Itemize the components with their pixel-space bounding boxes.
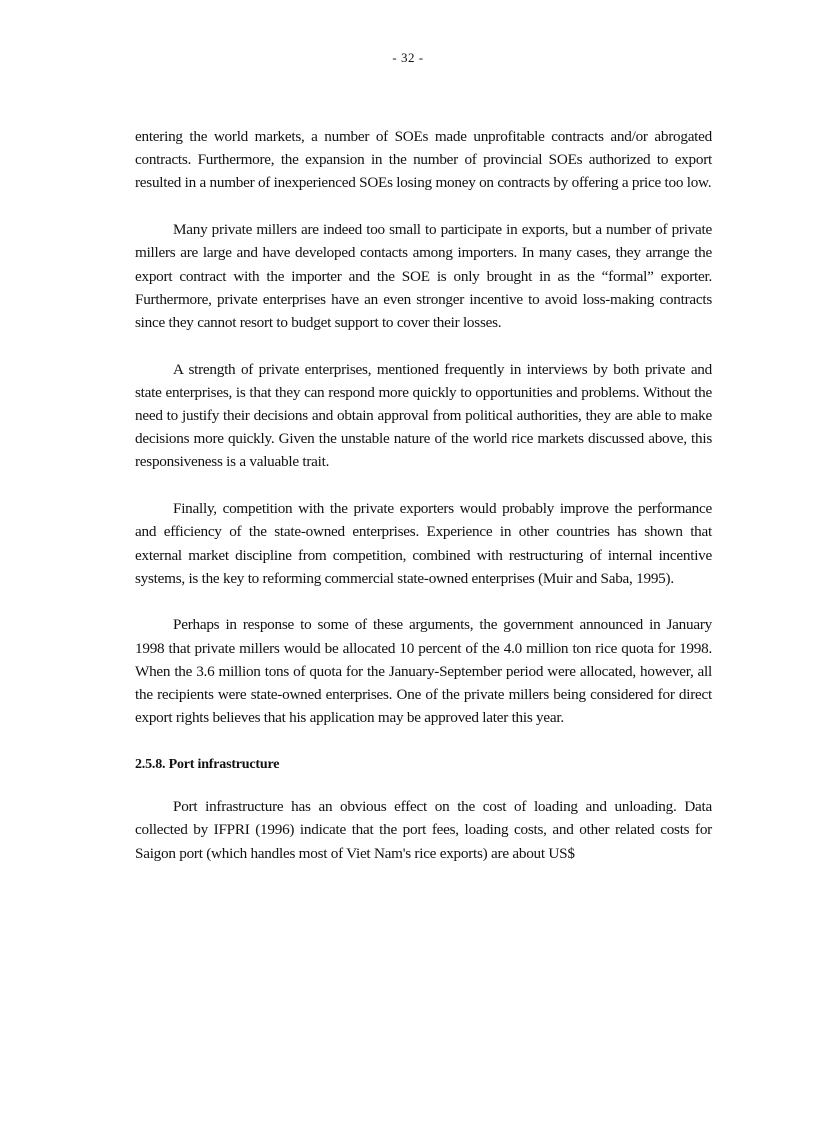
paragraph-port-infrastructure: Port infrastructure has an obvious effect on the cost of loading and unloading. Data collected by IFPRI (1996) indicate that the port fees, loading costs, and other related costs for Saigon port (which handles most of Viet Nam's rice exports) are about US$: [135, 798, 712, 862]
paragraph-competition: Finally, competition with the private exporters would probably improve the performance and efficiency of the state-owned enterprises. Experience in other countries has shown that external market discipline from competition, combined with restructuring of internal incentive systems, is the key to reforming commercial state-owned enterprises (Muir and Saba, 1995).: [135, 500, 712, 587]
paragraph-soe-contracts: entering the world markets, a number of SOEs made unprofitable contracts and/or abrogated contracts. Furthermore, the expansion in the number of provincial SOEs authorized to export resulted in a number of inexperienced SOEs losing money on contracts by offering a price too low.: [135, 128, 712, 192]
paragraph-government-response: Perhaps in response to some of these arguments, the government announced in January 1998 that private millers would be allocated 10 percent of the 4.0 million ton rice quota for 1998. When the 3.6 million tons of quota for the January-September period were allocated, however, all the recipients were state-owned enterprises. One of the private millers being considered for direct export rights believes that his application may be approved later this year.: [135, 616, 712, 727]
body-text: [135, 125, 712, 888]
paragraph-private-millers: Many private millers are indeed too small to participate in exports, but a number of private millers are large and have developed contacts among importers. In many cases, they arrange the export contract with the importer and the SOE is only brought in as the “formal” exporter. Furthermore, private enterprises have an even stronger incentive to avoid loss-making contracts since they cannot resort to budget support to cover their losses.: [135, 221, 712, 331]
section-heading: 2.5.8. Port infrastructure: [135, 756, 280, 772]
page-number: - 32 -: [392, 50, 424, 65]
paragraph-private-strength: A strength of private enterprises, mentioned frequently in interviews by both private and state enterprises, is that they can respond more quickly to opportunities and problems. Without the need to justify their decisions and obtain approval from political authorities, they are able to make decisions more quickly. Given the unstable nature of the world rice markets discussed above, this responsiveness is a valuable trait.: [135, 360, 712, 471]
